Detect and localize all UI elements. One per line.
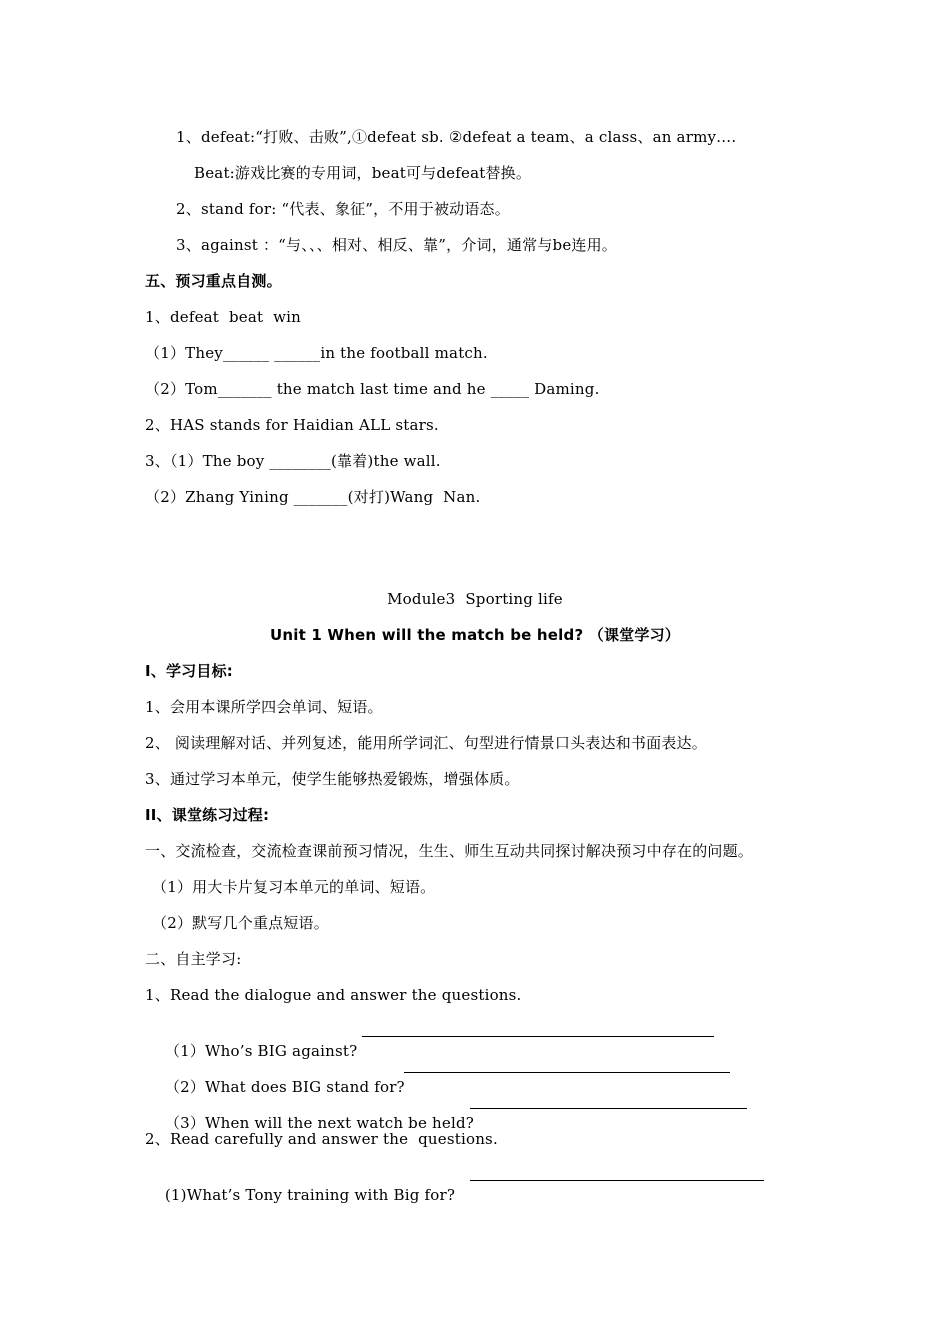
- question-text: （3）When will the next watch be held?: [164, 1114, 474, 1132]
- unit-title: Unit 1 When will the match be held? （课堂学习）: [269, 626, 680, 644]
- question-1-2: （2）Tom_______ the match last time and he _____ Daming.: [145, 380, 600, 398]
- process-step-1-1: （1）用大卡片复习本单元的单词、短语。: [152, 878, 436, 896]
- reading-1: 1、Read the dialogue and answer the questions.: [145, 986, 522, 1004]
- question-text: （2）What does BIG stand for?: [164, 1078, 405, 1096]
- process-step-2: 二、自主学习:: [145, 950, 242, 968]
- goal-1: 1、会用本课所学四会单词、短语。: [145, 698, 383, 716]
- goal-2: 2、 阅读理解对话、并列复述，能用所学词汇、句型进行情景口头表达和书面表达。: [145, 734, 707, 752]
- answer-blank[interactable]: [470, 1166, 764, 1181]
- goal-3: 3、通过学习本单元，使学生能够热爱锻炼，增强体质。: [145, 770, 520, 788]
- process-heading: II、课堂练习过程:: [145, 806, 270, 824]
- question-text: (1)What’s Tony training with Big for?: [164, 1186, 456, 1204]
- module-title: Module3 Sporting life: [387, 590, 563, 608]
- reading-2: 2、Read carefully and answer the questions.: [145, 1130, 498, 1148]
- question-2: 2、HAS stands for Haidian ALL stars.: [145, 416, 439, 434]
- question-text: （1）Who’s BIG against?: [164, 1042, 358, 1060]
- answer-blank[interactable]: [404, 1058, 730, 1073]
- question-1: 1、defeat beat win: [145, 308, 302, 326]
- note-beat: Beat:游戏比赛的专用词，beat可与defeat替换。: [194, 164, 532, 182]
- section-five-heading: 五、预习重点自测。: [145, 272, 282, 290]
- question-1-1: （1）They______ ______in the football match.: [145, 344, 488, 362]
- goals-heading: I、学习目标:: [145, 662, 233, 680]
- reading-2-question-1: [145, 1165, 455, 1225]
- process-step-1: 一、交流检查，交流检查课前预习情况，生生、师生互动共同探讨解决预习中存在的问题。: [145, 842, 754, 860]
- note-defeat: 1、defeat:“打败、击败”,①defeat sb. ②defeat a team、a class、an army….: [176, 128, 737, 146]
- question-3-1: 3、（1）The boy ________(靠着)the wall.: [145, 452, 441, 470]
- note-against: 3、against ：“与、、、相对、相反、靠”，介词，通常与be连用。: [176, 236, 618, 254]
- process-step-1-2: （2）默写几个重点短语。: [152, 914, 329, 932]
- answer-blank[interactable]: [470, 1094, 747, 1109]
- question-3-2: （2）Zhang Yining _______(对打)Wang Nan.: [145, 488, 481, 506]
- note-stand-for: 2、stand for: “代表、象征”，不用于被动语态。: [176, 200, 510, 218]
- answer-blank[interactable]: [362, 1022, 714, 1037]
